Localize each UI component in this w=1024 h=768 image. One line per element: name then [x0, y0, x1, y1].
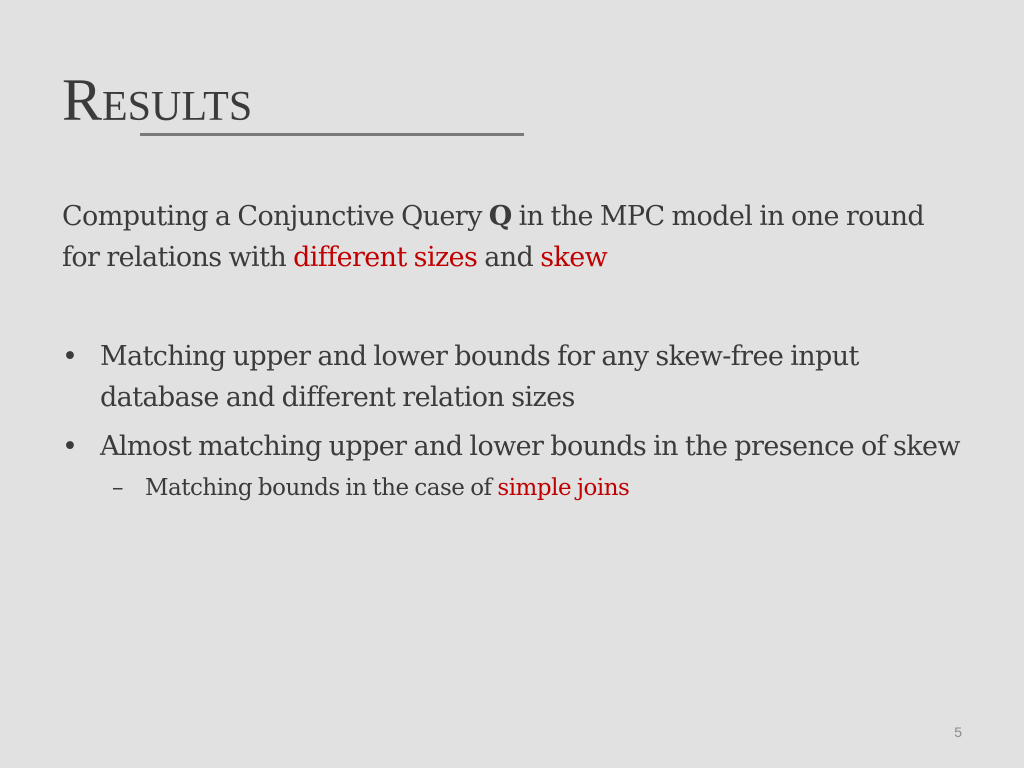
- intro-paragraph: [62, 196, 962, 278]
- bullet-text: Matching upper and lower bounds for any skew-free input database and different relation sizes: [100, 341, 859, 413]
- query-symbol: Q: [488, 201, 512, 232]
- sub-bullet-marker: –: [112, 475, 123, 501]
- highlight-skew: skew: [540, 242, 608, 273]
- title-underline: [140, 133, 524, 136]
- slide-title: Results: [62, 67, 253, 133]
- intro-text-3: and: [477, 242, 541, 273]
- sub-bullet-simple-joins: [62, 471, 962, 505]
- bullet-text: Almost matching upper and lower bounds in the presence of skew: [100, 431, 960, 462]
- intro-text-1: Computing a Conjunctive Query: [62, 201, 489, 232]
- bullet-item-presence-of-skew: [62, 426, 962, 467]
- bullet-list: [62, 336, 962, 505]
- bullet-item-skew-free: [62, 336, 962, 418]
- highlight-different-sizes: different sizes: [293, 242, 478, 273]
- highlight-simple-joins: simple joins: [497, 475, 630, 501]
- sub-bullet-text: Matching bounds in the case of: [145, 475, 498, 501]
- bullet-marker: •: [62, 341, 78, 372]
- bullet-marker: •: [62, 431, 78, 462]
- intro-text-2: in the MPC model in one round for relations with: [62, 201, 925, 273]
- page-number: 5: [954, 724, 962, 740]
